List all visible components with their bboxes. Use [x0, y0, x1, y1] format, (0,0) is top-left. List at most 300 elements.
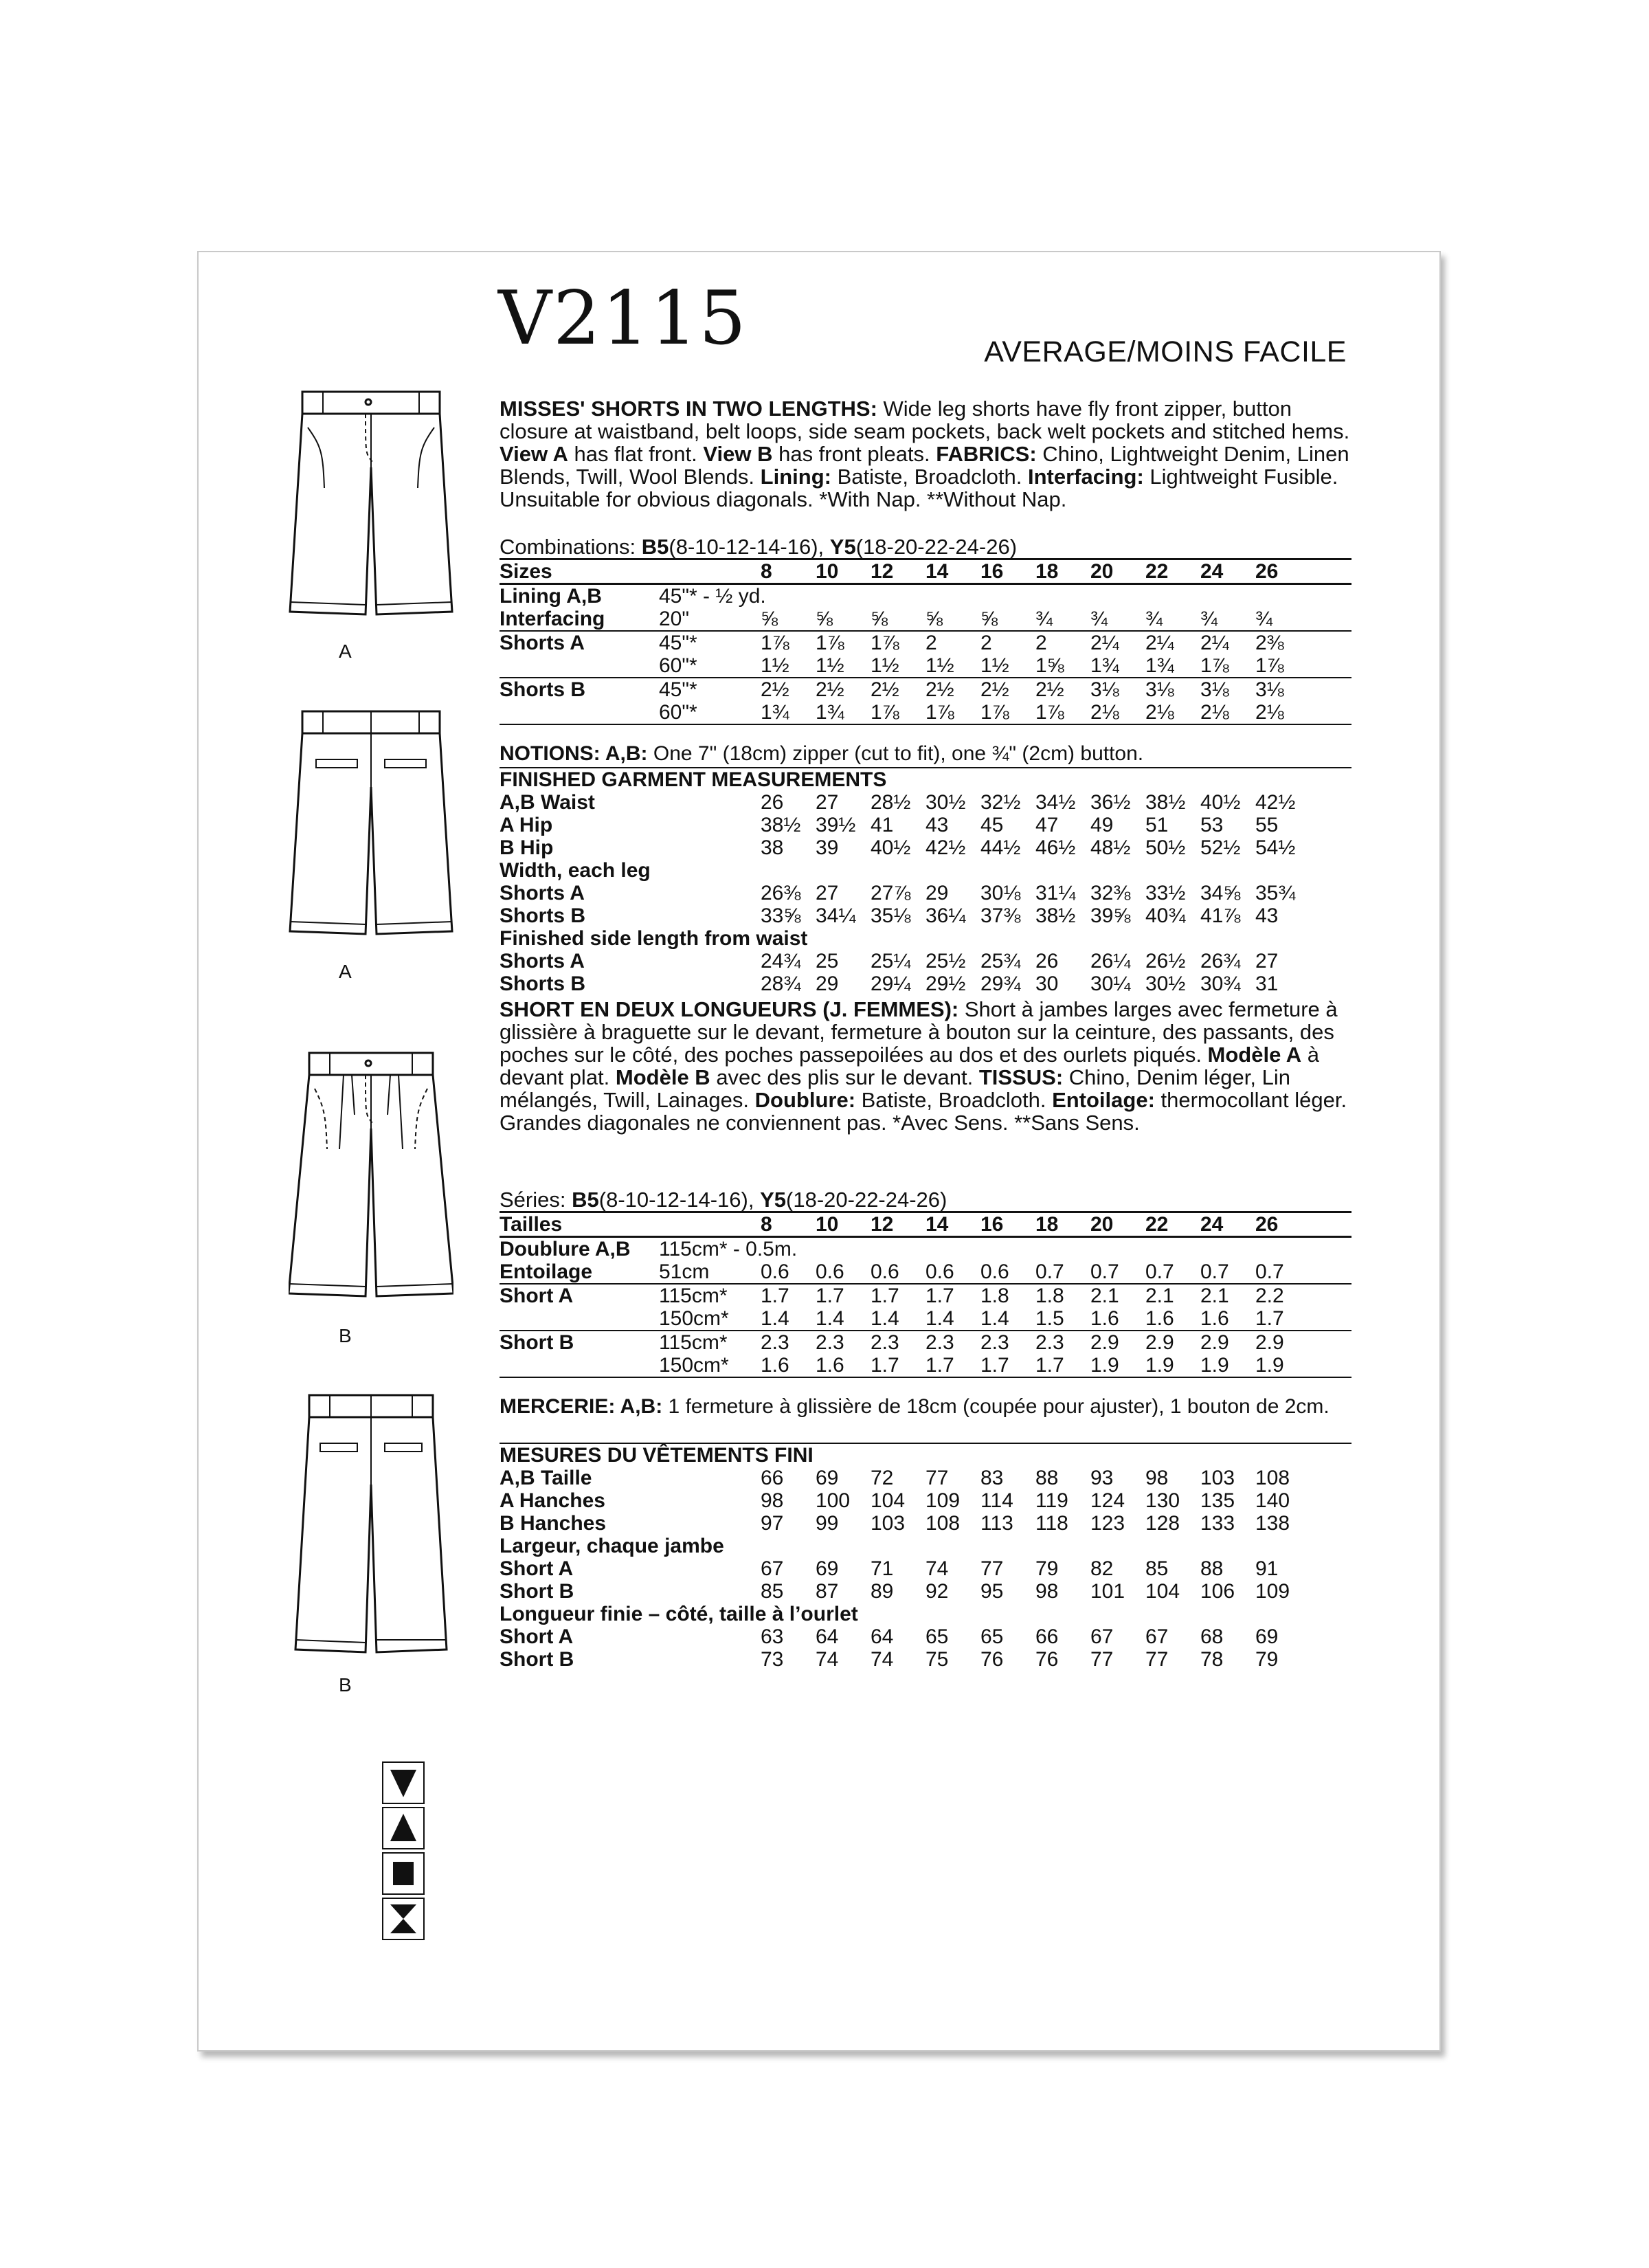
symbol-legend [382, 1761, 425, 1943]
table-cell: 1⅞ [926, 701, 954, 724]
table-cell: 2½ [1035, 678, 1064, 701]
table-cell: 138 [1255, 1512, 1290, 1535]
down-triangle-icon [382, 1761, 425, 1804]
table-cell: 103 [1200, 1467, 1235, 1489]
fabric-width: 45"* [659, 678, 697, 701]
table-cell: 44½ [980, 836, 1021, 859]
table-row [500, 608, 1351, 630]
table-row [500, 1330, 1351, 1354]
size-header-cell: 14 [926, 560, 949, 583]
table-cell: 1.7 [926, 1285, 954, 1307]
table-cell: 38½ [1035, 904, 1076, 927]
size-header-cell: 12 [871, 560, 894, 583]
table-cell: 28¾ [761, 972, 801, 995]
table-cell: 67 [1145, 1625, 1169, 1648]
section-heading-row [500, 859, 1351, 882]
table-row [500, 1354, 1351, 1377]
table-cell: 76 [1035, 1648, 1059, 1671]
desc-text: Chino, Lightweight Denim, Linen Blends, Twill, Wool Blends. [500, 442, 1349, 489]
table-row [500, 585, 1351, 608]
difficulty-label: AVERAGE/MOINS FACILE [984, 335, 1347, 368]
size-header-cell: 14 [926, 1213, 949, 1236]
table-cell: 64 [871, 1625, 894, 1648]
table-cell: 109 [926, 1489, 961, 1512]
table-rule [500, 1377, 1351, 1378]
table-cell: 119 [1035, 1489, 1068, 1512]
yardage-table-english [500, 558, 1351, 725]
table-cell: 1.4 [980, 1307, 1009, 1330]
table-cell: 1½ [980, 654, 1009, 677]
row-label: Shorts A [500, 882, 585, 904]
table-cell: 109 [1255, 1580, 1290, 1603]
table-cell: 97 [761, 1512, 784, 1535]
finished-measurements-english [500, 767, 1351, 995]
table-cell: 0.7 [1200, 1260, 1229, 1283]
table-cell: 1⅞ [980, 701, 1009, 724]
notions-french [500, 1395, 1351, 1418]
desc-text: Lightweight Fusible. Unsuitable for obvious diagonals. *With Nap. **Without Nap. [500, 465, 1338, 511]
table-cell: 1⅞ [871, 632, 899, 654]
desc-text: Batiste, Broadcloth. [831, 465, 1028, 489]
table-cell: 1.6 [1200, 1307, 1229, 1330]
row-label: Interfacing [500, 608, 605, 630]
table-cell: 1½ [816, 654, 844, 677]
size-header-cell: 24 [1200, 1213, 1224, 1236]
size-header-cell: 26 [1255, 560, 1279, 583]
table-cell: 2⅛ [1090, 701, 1119, 724]
table-cell: 35¾ [1255, 882, 1296, 904]
table-cell: 2½ [816, 678, 844, 701]
table-cell: 2½ [926, 678, 954, 701]
table-cell: 66 [1035, 1625, 1059, 1648]
table-cell: 1.8 [980, 1285, 1009, 1307]
table-cell: 2.1 [1090, 1285, 1119, 1307]
table-cell: 40¾ [1145, 904, 1186, 927]
table-cell: 2.9 [1200, 1331, 1229, 1354]
desc-bold-text: FABRICS: [936, 442, 1037, 466]
notions-text: 1 fermeture à glissière de 18cm (coupée pour ajuster), 1 bouton de 2cm. [662, 1395, 1330, 1418]
table-cell: 1.8 [1035, 1285, 1064, 1307]
table-cell: 104 [1145, 1580, 1180, 1603]
table-header-row [500, 1211, 1351, 1238]
table-cell: 2¼ [1145, 632, 1174, 654]
table-cell: 67 [761, 1557, 784, 1580]
table-cell: 43 [1255, 904, 1279, 927]
table-cell: 43 [926, 814, 949, 836]
table-cell: 1⅞ [1200, 654, 1229, 677]
fabric-width: 51cm [659, 1260, 710, 1283]
section-heading-row [500, 927, 1351, 950]
table-cell: 100 [816, 1489, 851, 1512]
table-cell: 50½ [1145, 836, 1186, 859]
table-cell: 104 [871, 1489, 906, 1512]
fabric-width: 60"* [659, 701, 697, 724]
table-cell: 73 [761, 1648, 784, 1671]
table-cell: 2⅛ [1145, 701, 1174, 724]
table-cell: 71 [871, 1557, 894, 1580]
table-cell: 39 [816, 836, 839, 859]
table-cell: 2.3 [816, 1331, 844, 1354]
table-cell: 25¼ [871, 950, 911, 972]
table-cell: 106 [1200, 1580, 1235, 1603]
fabric-width: 115cm* [659, 1285, 728, 1307]
measurement-row [500, 1489, 1351, 1512]
desc-bold-text: Lining: [760, 465, 831, 489]
table-cell: 77 [1090, 1648, 1114, 1671]
table-cell: 32⅜ [1090, 882, 1131, 904]
table-cell: 3⅛ [1200, 678, 1229, 701]
table-cell: 38½ [761, 814, 801, 836]
table-cell: 123 [1090, 1512, 1125, 1535]
table-cell: 0.7 [1145, 1260, 1174, 1283]
notions-label: NOTIONS: A,B: [500, 742, 648, 765]
table-cell: 47 [1035, 814, 1059, 836]
size-header-cell: 20 [1090, 560, 1114, 583]
row-label: Shorts A [500, 632, 585, 654]
table-cell: 69 [1255, 1625, 1279, 1648]
measurement-row [500, 1625, 1351, 1648]
table-cell: 0.6 [980, 1260, 1009, 1283]
table-cell: ¾ [1145, 608, 1163, 630]
measurement-row [500, 1557, 1351, 1580]
table-cell: 26 [761, 791, 784, 814]
table-cell: 1.7 [980, 1354, 1009, 1377]
table-cell: 30⅛ [980, 882, 1021, 904]
measurement-row [500, 836, 1351, 859]
table-cell: 88 [1035, 1467, 1059, 1489]
table-cell: 101 [1090, 1580, 1125, 1603]
table-cell: 85 [1145, 1557, 1169, 1580]
notions-text: One 7" (18cm) zipper (cut to fit), one ¾" (2cm) button. [647, 742, 1144, 765]
table-cell: 52½ [1200, 836, 1241, 859]
table-cell: 83 [980, 1467, 1004, 1489]
table-cell: 85 [761, 1580, 784, 1603]
table-cell: 51 [1145, 814, 1169, 836]
table-cell: 66 [761, 1467, 784, 1489]
measurement-row [500, 950, 1351, 972]
table-cell: 1.6 [761, 1354, 789, 1377]
table-cell: ¾ [1090, 608, 1108, 630]
fabric-width: 60"* [659, 654, 697, 677]
table-cell: 2.3 [871, 1331, 899, 1354]
desc-bold-text: View A [500, 442, 568, 466]
row-label: A Hanches [500, 1489, 605, 1512]
table-cell: 1.6 [816, 1354, 844, 1377]
table-cell: 29 [816, 972, 839, 995]
table-cell: 1.9 [1200, 1354, 1229, 1377]
table-cell: 39½ [816, 814, 856, 836]
table-cell: 1.9 [1255, 1354, 1284, 1377]
table-cell: 1.7 [871, 1285, 899, 1307]
table-cell: 113 [980, 1512, 1013, 1535]
table-cell: 108 [926, 1512, 961, 1535]
fabric-width: 45"* - ½ yd. [659, 585, 766, 608]
row-label: Short B [500, 1648, 574, 1671]
size-header-cell: 18 [1035, 1213, 1059, 1236]
table-cell: 45 [980, 814, 1004, 836]
table-cell: 1¾ [761, 701, 789, 724]
table-cell: ¾ [1035, 608, 1053, 630]
table-cell: 92 [926, 1580, 949, 1603]
yardage-table-french [500, 1211, 1351, 1378]
sketch-view-b-back [289, 1388, 453, 1663]
row-label: Shorts B [500, 904, 586, 927]
table-cell: 25¾ [980, 950, 1021, 972]
table-row [500, 1238, 1351, 1260]
table-cell: 2⅛ [1200, 701, 1229, 724]
size-header-cell: 24 [1200, 560, 1224, 583]
table-cell: 65 [926, 1625, 949, 1648]
table-cell: 114 [980, 1489, 1013, 1512]
row-label: A Hip [500, 814, 553, 836]
section-heading-row [500, 1603, 1351, 1625]
table-cell: 30½ [1145, 972, 1186, 995]
table-cell: ⅝ [761, 608, 778, 630]
table-cell: 95 [980, 1580, 1004, 1603]
table-cell: 69 [816, 1557, 839, 1580]
table-cell: 2 [926, 632, 937, 654]
fabric-width: 150cm* [659, 1307, 729, 1330]
desc-bold-text: SHORT EN DEUX LONGUEURS (J. FEMMES): [500, 997, 959, 1021]
desc-bold-text: TISSUS: [978, 1065, 1064, 1089]
table-cell: 53 [1200, 814, 1224, 836]
table-cell: ⅝ [980, 608, 998, 630]
table-cell: 1⅞ [761, 632, 789, 654]
table-cell: 135 [1200, 1489, 1235, 1512]
table-cell: 79 [1255, 1648, 1279, 1671]
table-cell: 103 [871, 1512, 906, 1535]
table-cell: 130 [1145, 1489, 1180, 1512]
notions-label: MERCERIE: A,B: [500, 1395, 663, 1418]
size-header-cell: 16 [980, 560, 1004, 583]
table-cell: 98 [1145, 1467, 1169, 1489]
table-cell: 2.9 [1145, 1331, 1174, 1354]
table-cell: 1.4 [816, 1307, 844, 1330]
table-cell: 133 [1200, 1512, 1235, 1535]
table-cell: 1.4 [926, 1307, 954, 1330]
table-cell: 2.3 [980, 1331, 1009, 1354]
finished-measurements-french [500, 1443, 1351, 1671]
table-cell: 108 [1255, 1467, 1290, 1489]
combinations-french: Séries: B5(8-10-12-14-16), Y5(18-20-22-24-26) [500, 1188, 947, 1212]
sketch-view-a-front [289, 385, 453, 639]
table-cell: 2.9 [1090, 1331, 1119, 1354]
size-header-cell: 18 [1035, 560, 1059, 583]
section-heading-row [500, 767, 1351, 791]
table-cell: 26¼ [1090, 950, 1131, 972]
table-cell: 1.7 [816, 1285, 844, 1307]
table-cell: 1⅞ [1035, 701, 1064, 724]
table-cell: 2⅜ [1255, 632, 1284, 654]
table-cell: 74 [816, 1648, 839, 1671]
table-cell: 34⅝ [1200, 882, 1241, 904]
table-cell: 77 [926, 1467, 949, 1489]
fabric-width: 115cm* [659, 1331, 728, 1354]
table-cell: 35⅛ [871, 904, 911, 927]
desc-text: à devant plat. [500, 1043, 1320, 1089]
row-label: Doublure A,B [500, 1238, 631, 1260]
table-cell: 26⅜ [761, 882, 801, 904]
table-cell: 1.7 [761, 1285, 789, 1307]
table-cell: 2.3 [926, 1331, 954, 1354]
table-cell: 26½ [1145, 950, 1186, 972]
table-cell: 77 [980, 1557, 1004, 1580]
table-cell: 3⅛ [1145, 678, 1174, 701]
row-label: Short A [500, 1557, 574, 1580]
table-cell: 98 [761, 1489, 784, 1512]
table-row [500, 654, 1351, 677]
table-cell: 26¾ [1200, 950, 1241, 972]
size-header-cell: 16 [980, 1213, 1004, 1236]
table-cell: 29½ [926, 972, 966, 995]
size-header-cell: 26 [1255, 1213, 1279, 1236]
table-cell: 87 [816, 1580, 839, 1603]
table-cell: 140 [1255, 1489, 1290, 1512]
hourglass-icon [382, 1898, 425, 1940]
table-cell: 1.7 [1035, 1354, 1064, 1377]
table-cell: 40½ [871, 836, 911, 859]
pattern-number: V2115 [498, 276, 748, 362]
table-cell: 0.6 [816, 1260, 844, 1283]
row-label: Short B [500, 1580, 574, 1603]
desc-bold-text: View B [703, 442, 773, 466]
table-cell: 1.7 [1255, 1307, 1284, 1330]
table-cell: 75 [926, 1648, 949, 1671]
table-cell: 1⅝ [1035, 654, 1064, 677]
table-cell: 46½ [1035, 836, 1076, 859]
row-label: Shorts B [500, 678, 586, 701]
table-cell: 77 [1145, 1648, 1169, 1671]
table-cell: 1.4 [761, 1307, 789, 1330]
sketch-view-a-back [289, 704, 453, 959]
table-cell: 1½ [926, 654, 954, 677]
table-cell: 63 [761, 1625, 784, 1648]
measurement-row [500, 791, 1351, 814]
table-cell: 1½ [871, 654, 899, 677]
table-cell: 67 [1090, 1625, 1114, 1648]
table-cell: ¾ [1200, 608, 1218, 630]
section-heading-row [500, 1443, 1351, 1467]
section-heading: Longueur finie – côté, taille à l’ourlet [500, 1603, 858, 1625]
size-header-cell: 10 [816, 1213, 839, 1236]
table-cell: 1.9 [1090, 1354, 1119, 1377]
measurement-row [500, 1512, 1351, 1535]
table-cell: 26 [1035, 950, 1059, 972]
desc-text: Chino, Denim léger, Lin mélangés, Twill, Lainages. [500, 1065, 1290, 1112]
sketch-caption: A [339, 961, 352, 982]
row-label: B Hanches [500, 1512, 607, 1535]
table-cell: 38½ [1145, 791, 1186, 814]
measurement-row [500, 882, 1351, 904]
size-header-cell: 22 [1145, 560, 1169, 583]
measurement-row [500, 814, 1351, 836]
table-cell: 2.1 [1200, 1285, 1229, 1307]
desc-bold-text: MISSES' SHORTS IN TWO LENGTHS: [500, 397, 877, 421]
notions-row [500, 1395, 1351, 1418]
table-cell: 1⅞ [871, 701, 899, 724]
table-cell: 36¼ [926, 904, 966, 927]
table-cell: 54½ [1255, 836, 1296, 859]
measurement-row [500, 1648, 1351, 1671]
desc-bold-text: Doublure: [754, 1088, 856, 1112]
table-cell: 49 [1090, 814, 1114, 836]
table-cell: 1¾ [1145, 654, 1174, 677]
table-cell: ⅝ [871, 608, 888, 630]
measurement-row [500, 904, 1351, 927]
sketch-caption: B [339, 1325, 352, 1346]
fabric-width: 150cm* [659, 1354, 729, 1377]
table-cell: ⅝ [926, 608, 943, 630]
table-cell: 1.5 [1035, 1307, 1064, 1330]
table-cell: 0.7 [1035, 1260, 1064, 1283]
table-cell: 42½ [1255, 791, 1296, 814]
table-cell: ⅝ [816, 608, 833, 630]
table-cell: 1.4 [871, 1307, 899, 1330]
section-heading: Finished side length from waist [500, 927, 808, 950]
table-cell: 2.9 [1255, 1331, 1284, 1354]
measurement-row [500, 1467, 1351, 1489]
section-heading: MESURES DU VÊTEMENTS FINI [500, 1444, 814, 1467]
table-cell: 1⅞ [1255, 654, 1284, 677]
table-cell: 2¼ [1090, 632, 1119, 654]
table-cell: 98 [1035, 1580, 1059, 1603]
table-cell: 99 [816, 1512, 839, 1535]
table-cell: ¾ [1255, 608, 1273, 630]
sketch-caption: A [339, 641, 352, 662]
table-cell: 30¾ [1200, 972, 1241, 995]
row-label: Short A [500, 1625, 574, 1648]
fabric-width: 115cm* - 0.5m. [659, 1238, 798, 1260]
table-cell: 76 [980, 1648, 1004, 1671]
table-cell: 1.7 [871, 1354, 899, 1377]
desc-text: has flat front. [568, 442, 704, 466]
table-cell: 74 [871, 1648, 894, 1671]
table-cell: 39⅝ [1090, 904, 1131, 927]
table-cell: 1½ [761, 654, 789, 677]
measurement-row [500, 972, 1351, 995]
desc-bold-text: Interfacing: [1028, 465, 1144, 489]
desc-bold-text: Entoilage: [1052, 1088, 1155, 1112]
table-cell: 1.7 [926, 1354, 954, 1377]
row-label: Short A [500, 1285, 574, 1307]
table-cell: 78 [1200, 1648, 1224, 1671]
table-cell: 74 [926, 1557, 949, 1580]
table-cell: 128 [1145, 1512, 1180, 1535]
table-cell: 0.6 [761, 1260, 789, 1283]
table-cell: 1⅞ [816, 632, 844, 654]
description-english [500, 397, 1351, 511]
table-cell: 2.3 [1035, 1331, 1064, 1354]
table-cell: 2.1 [1145, 1285, 1174, 1307]
table-row [500, 677, 1351, 701]
table-cell: 93 [1090, 1467, 1114, 1489]
section-heading-row [500, 1535, 1351, 1557]
table-cell: 30¼ [1090, 972, 1131, 995]
table-cell: 2½ [871, 678, 899, 701]
table-row [500, 630, 1351, 654]
table-cell: 2.3 [761, 1331, 789, 1354]
square-icon [382, 1852, 425, 1895]
table-cell: 2½ [980, 678, 1009, 701]
desc-text: thermocollant léger. Grandes diagonales ne conviennent pas. *Avec Sens. **Sans Sens. [500, 1088, 1347, 1135]
table-cell: 2 [980, 632, 992, 654]
table-row [500, 1307, 1351, 1330]
row-label: Entoilage [500, 1260, 593, 1283]
table-cell: 24¾ [761, 950, 801, 972]
table-cell: 55 [1255, 814, 1279, 836]
measurement-row [500, 1580, 1351, 1603]
table-cell: 2⅛ [1255, 701, 1284, 724]
